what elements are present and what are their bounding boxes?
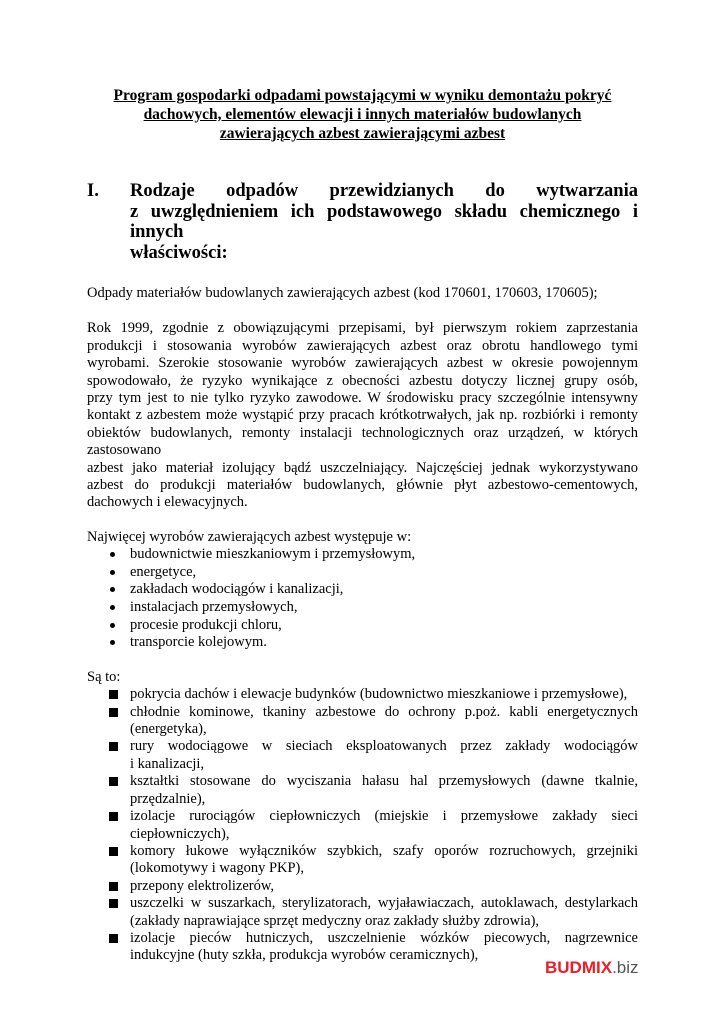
list-item-text: przędzalnie), [130, 790, 206, 807]
list-item [87, 808, 638, 843]
list-item-text: (lokomotywy i wagony PKP), [130, 860, 304, 877]
bullet-dot-icon [110, 552, 115, 557]
paragraph-line: obiektów budowlanych, remonty instalacji technologicznych oraz urządzeń, w których [87, 424, 638, 441]
list-item-text: izolacje rurociągów ciepłowniczych (miejskie i przemysłowe zakłady sieci [130, 808, 638, 825]
title-line: zawierających azbest zawierającymi azbest [219, 125, 506, 142]
list-item-text: (energetyka), [130, 721, 207, 738]
list-item-text: izolacje pieców hutniczych, uszczelnienie wózków piecowych, nagrzewnice [130, 929, 638, 946]
bullet-square-icon [109, 777, 118, 786]
title-line: dachowych, elementów elewacji i innych materiałów budowlanych [143, 106, 582, 123]
list-item [87, 546, 638, 564]
brand-logo-suffix: .biz [612, 958, 639, 977]
bullet-dot-icon [110, 570, 115, 575]
list-item-text: komory łukowe wyłączników szybkich, szafy oporów rozruchowych, grzejniki [130, 842, 638, 859]
list-item-text: indukcyjne (huty szkła, produkcja wyrobów ceramicznych), [130, 947, 479, 964]
document-title [87, 86, 638, 143]
bullet-dot-icon [110, 640, 115, 645]
brand-logo-main: BUDMIX [545, 958, 613, 977]
list-item [87, 738, 638, 773]
list-item [87, 564, 638, 582]
bullet-square-icon [109, 812, 118, 821]
list-item [87, 686, 638, 703]
list-item-text: transporcie kolejowym. [130, 634, 267, 651]
list-item-text: ciepłowniczych), [130, 825, 230, 842]
bullet-square-icon [109, 934, 118, 943]
list-item [87, 843, 638, 878]
section-heading [87, 181, 638, 263]
list-item-text: (zakłady naprawiające sprzęt medyczny oraz zakłady służby zdrowia), [130, 912, 540, 929]
bullet-square-icon [109, 708, 118, 717]
list-item [87, 634, 638, 652]
list-item-text: kształtki stosowane do wyciszania hałasu hal przemysłowych (dawne tkalnie, [130, 773, 638, 790]
paragraph-line: przy tym jest to nie tylko ryzyko zawodowe. W środowisku pracy szczególnie intensywny [87, 390, 638, 407]
title-line: Program gospodarki odpadami powstającymi w wyniku demontażu pokryć [113, 87, 612, 104]
paragraph-line: produkcji i stosowania wyrobów zawierających azbest oraz obrotu handlowego tymi [87, 337, 638, 354]
products-list [87, 686, 638, 965]
bullet-square-icon [109, 742, 118, 751]
list-item [87, 773, 638, 808]
occurrence-intro: Najwięcej wyrobów zawierających azbest występuje w: [87, 528, 412, 545]
section-heading-line: właściwości: [130, 242, 228, 263]
list-item-text: uszczelki w suszarkach, sterylizatorach, wyjaławiaczach, autoklawach, destylarkach [130, 895, 638, 912]
paragraph-line: Rok 1999, zgodnie z obowiązującymi przepisami, był pierwszym rokiem zaprzestania [87, 320, 638, 337]
bullet-square-icon [109, 882, 118, 891]
waste-codes-line: Odpady materiałów budowlanych zawierających azbest (kod 170601, 170603, 170605); [87, 285, 598, 301]
section-heading-line: z uwzględnieniem ich podstawowego składu chemicznego i innych [130, 201, 638, 242]
paragraph-line: azbest do produkcji materiałów budowlanych, głównie płyt azbestowo-cementowych, [87, 477, 638, 494]
list-item [87, 599, 638, 617]
bullet-square-icon [109, 690, 118, 699]
bullet-dot-icon [110, 587, 115, 592]
list-item [87, 617, 638, 635]
bullet-dot-icon [110, 605, 115, 610]
paragraph-line: dachowych i elewacyjnych. [87, 494, 248, 511]
bullet-square-icon [109, 899, 118, 908]
list-item [87, 581, 638, 599]
document-page [87, 86, 638, 965]
paragraph-line: azbest jako materiał izolujący bądź uszczelniający. Najczęściej jednak wykorzystywano [87, 459, 638, 476]
list-item-text: pokrycia dachów i elewacje budynków (budownictwo mieszkaniowe i przemysłowe), [130, 686, 628, 703]
list-item-text: procesie produkcji chloru, [130, 616, 282, 633]
list-item-text: przepony elektrolizerów, [130, 877, 274, 894]
list-item-text: budownictwie mieszkaniowym i przemysłowym, [130, 546, 416, 563]
occurrence-list [87, 546, 638, 652]
list-item-text: energetyce, [130, 563, 197, 580]
list-item-text: instalacjach przemysłowych, [130, 599, 298, 616]
bullet-square-icon [109, 847, 118, 856]
paragraph-line: zastosowano [87, 442, 162, 459]
section-heading-line: Rodzaje odpadów przewidzianych do wytwarzania [130, 181, 638, 201]
paragraph-line: spowodowało, że ryzyko wynikające z obecności azbestu dotyczy licznej grupy osób, [87, 372, 638, 389]
products-intro: Są to: [87, 668, 121, 685]
list-item-text: rury wodociągowe w sieciach eksploatowanych przez zakłady wodociągów [130, 738, 638, 755]
list-item-text: i kanalizacji, [130, 755, 205, 772]
section-number: I. [87, 181, 99, 201]
list-item-text: chłodnie kominowe, tkaniny azbestowe do ochrony p.poż. kabli energetycznych [130, 703, 638, 720]
paragraph-line: wyrobami. Szerokie stosowanie wyrobów zawierających azbest w okresie powojennym [87, 355, 638, 372]
list-item [87, 878, 638, 895]
list-item-text: zakładach wodociągów i kanalizacji, [130, 581, 344, 598]
list-item [87, 895, 638, 930]
paragraph-line: kontakt z azbestem może wystąpić przy pracach krótkotrwałych, jak np. rozbiórki i remonty [87, 407, 638, 424]
bullet-dot-icon [110, 623, 115, 628]
section-heading-text [130, 181, 638, 263]
brand-logo [545, 958, 639, 978]
body-paragraph [87, 320, 638, 511]
list-item [87, 704, 638, 739]
